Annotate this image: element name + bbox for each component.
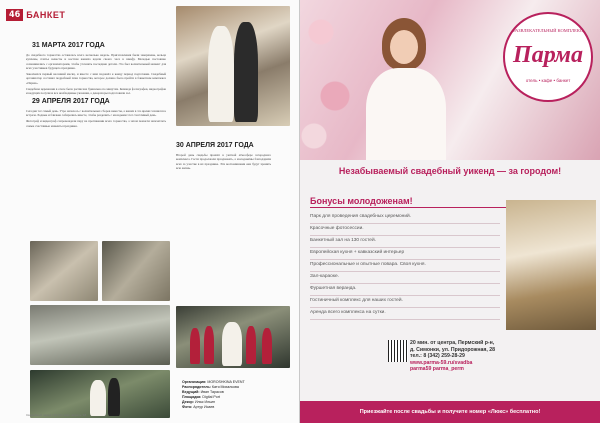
bonus-heading: Бонусы молодоженам! xyxy=(310,196,413,206)
promo-banner: Приезжайте после свадьбы и получите номер «Люкс» бесплатно! xyxy=(300,401,600,423)
list-item: Европейская кухня + кавказский интерьер xyxy=(310,248,500,260)
article-column-1 xyxy=(26,40,166,130)
list-item: Банкетный зал на 130 гостей. xyxy=(310,236,500,248)
folio xyxy=(6,8,65,22)
paragraph: Сегодня тот самый день. Утро началось с волнительных сборов невесты, а жених в это время готовился к встрече. Родные и близкие собирались вместе, чтобы разделить с молодыми этот счастливый день. xyxy=(26,108,166,117)
section-title: БАНКЕТ xyxy=(26,10,66,20)
credits xyxy=(182,380,292,409)
qr-code xyxy=(388,340,408,362)
right-page-ad xyxy=(300,0,600,423)
features-list xyxy=(310,212,500,320)
venue-photo xyxy=(506,200,596,330)
heading-april-29: 29 АПРЕЛЯ 2017 ГОДА xyxy=(32,97,110,105)
social-handles[interactable]: parma59 parma_perm xyxy=(410,366,464,373)
photo-outdoor xyxy=(30,370,170,418)
heading-april-30: 30 АПРЕЛЯ 2017 ГОДА xyxy=(176,142,254,149)
paragraph: Свадебная церемония в отеле была расписана буквально по минутам. Команда фотографов, видеографов и ведущих получила все необходимые указания, а декораторы подготовили зал. xyxy=(26,87,166,96)
credit-line: Распорядитель: Катя Михалкова xyxy=(182,384,239,389)
paragraph: Закончился первый весенний месяц, и вместе с ним подошёл к концу период подготовки. Свадебный организатор составил подробный план торжества, которое должно было пройти в банкетном комплексе «Парма». xyxy=(26,72,166,85)
ad-tagline: Незабываемый свадебный уикенд — за городом! xyxy=(338,166,562,176)
parma-logo: РАЗВЛЕКАТЕЛЬНЫЙ КОМПЛЕКС Парма отель • кафе • банкет xyxy=(503,12,593,102)
contact-info xyxy=(410,340,596,373)
list-item: Зал-караоке. xyxy=(310,272,500,284)
photo-ceremony xyxy=(30,241,98,301)
list-item: Фуршетная веранда. xyxy=(310,284,500,296)
photo-guests xyxy=(102,241,170,301)
list-item: Профессиональные и опытные повара. Своя кухня. xyxy=(310,260,500,272)
paragraph: Второй день свадьбы прошёл в уютной атмосфере загородного комплекса. Гости продолжали праздновать, а молодожёны благодарили всех за участие в их празднике. Эти воспоминания они будут хранить всю жизнь. xyxy=(176,153,271,170)
paragraph: Фотограф и видеограф сопровождали пару на протяжении всего торжества, а затем помогли запечатлеть самые счастливые моменты праздника. xyxy=(26,119,166,128)
photo-couple-dance xyxy=(176,6,290,126)
heading-march-31: 31 МАРТА 2017 ГОДА xyxy=(32,42,105,49)
address-line: 20 мин. от центра, Пермский р-н, xyxy=(410,340,495,346)
photo-group xyxy=(176,306,290,368)
credit-line: Площадка: Digital Port xyxy=(182,394,220,399)
website-link[interactable]: www.parma-59.ru/svadba xyxy=(410,359,473,366)
article-column-2 xyxy=(176,140,271,170)
credit-line: Фото: Артур Исаев xyxy=(182,404,215,409)
paragraph: До свадебного торжества оставалась всего несколько недель. Приготовления были завершены, кольца куплены, платье невесты и костюм жениха ждали своего часа в шкафу. Молодые постоянно созванивались с организаторами, чтобы уточнить последние детали. Это был волнительный момент для всех участников будущего праздника. xyxy=(26,53,166,70)
list-item: Аренда всего комплекса на сутки. xyxy=(310,308,500,320)
phone: тел.: 8 (342) 259-28-29 xyxy=(410,353,465,360)
list-item: Красочные фотосессии. xyxy=(310,224,500,236)
photo-table xyxy=(30,305,170,365)
credit-line: Декор: Илья Ильин xyxy=(182,399,215,404)
list-item: Гостиничный комплекс для наших гостей. xyxy=(310,296,500,308)
address-line: д. Симонки, ул. Придорожная, 28 xyxy=(410,346,496,353)
list-item: Парк для проведения свадебных церемоний. xyxy=(310,212,500,224)
bride-figure xyxy=(360,10,450,160)
credit-line: Ведущий: Иван Тарасов xyxy=(182,389,224,394)
credit-line: Организация: MOROSHKINA EVENT xyxy=(182,380,245,384)
page-number: 46 xyxy=(6,9,23,21)
divider xyxy=(310,207,510,208)
page-footer: Свадебный парад | 33 (4) | март-апрель '18 xyxy=(26,413,87,417)
